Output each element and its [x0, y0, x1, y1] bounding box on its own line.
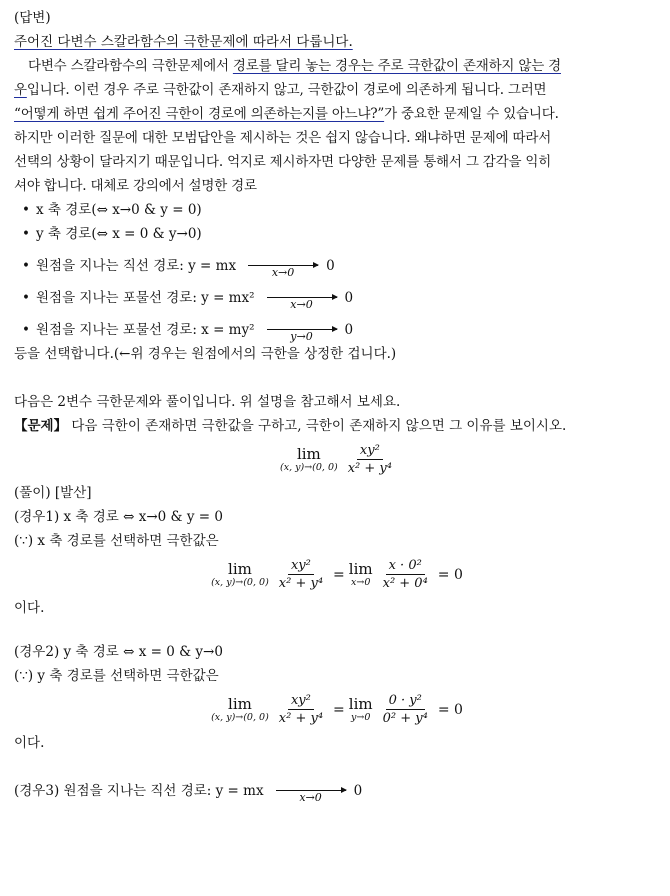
- case1-title: (경우1) x 축 경로 ⇔ x→0 & y = 0: [14, 509, 223, 525]
- para-line-4: 하지만 이러한 질문에 대한 모범답안을 제시하는 것은 쉽지 않습니다. 왜냐하면 문제에 따라서: [14, 130, 552, 146]
- limit-arrow: [267, 329, 337, 344]
- problem-tag: 【문제】: [14, 418, 68, 434]
- para-line-5: 선택의 상황이 달라지기 때문입니다. 억지로 제시하자면 다양한 문제를 통해서 그 감각을 익히: [14, 154, 552, 170]
- para-underlined: 경로를 달리 놓는 경우는 주로 극한값이 존재하지 않는 경: [232, 58, 561, 74]
- fraction: [380, 692, 431, 727]
- answer-header: (답변): [14, 10, 51, 26]
- case1-equation: [14, 557, 664, 592]
- case2-equation: [14, 692, 664, 727]
- lim-operator: [211, 561, 269, 588]
- main-limit-expression: [14, 442, 664, 477]
- lim-subscript: y→0: [351, 712, 371, 723]
- limit-arrow-sub: x→0: [299, 790, 322, 804]
- lim-word: lim: [348, 695, 373, 713]
- lim-subscript: (x, y)→(0, 0): [280, 462, 338, 473]
- case2-because: (∵) y 축 경로를 선택하면 극한값은: [14, 668, 219, 684]
- lim-word: lim: [348, 560, 373, 578]
- numerator: xy²: [288, 557, 314, 575]
- explanation-paragraph: [14, 54, 664, 198]
- para-line-3: [14, 102, 664, 126]
- bullet-label: x 축 경로(⇔ x→0 & y = 0): [36, 202, 202, 218]
- bullet-dot: •: [22, 258, 30, 274]
- fraction: [276, 692, 326, 727]
- fraction: [276, 557, 326, 592]
- bullet-dot: •: [22, 290, 30, 306]
- fraction: [345, 442, 395, 477]
- limit-value: 0: [326, 258, 335, 274]
- para-underlined: “어떻게 하면 쉽게 주어진 극한이 경로에 의존하는지를 아느냐?”: [14, 106, 385, 122]
- next-line: 다음은 2변수 극한문제와 풀이입니다. 위 설명을 참고해서 보세요.: [14, 394, 401, 410]
- para-text: 다변수 스칼라함수의 극한문제에서: [28, 58, 233, 74]
- numerator: xy²: [288, 692, 314, 710]
- lim-subscript: (x, y)→(0, 0): [211, 577, 269, 588]
- equals-sign: =: [333, 701, 345, 718]
- equals-sign: =: [333, 566, 345, 583]
- lim-operator: [211, 696, 269, 723]
- case2-title: (경우2) y 축 경로 ⇔ x = 0 & y→0: [14, 644, 223, 660]
- intro-underlined: 주어진 다변수 스칼라함수의 극한문제에 따라서 다룹니다.: [14, 34, 353, 50]
- lim-subscript: x→0: [351, 577, 371, 588]
- lim-word: lim: [228, 560, 252, 578]
- lim-word: lim: [296, 445, 321, 463]
- case1-because: (∵) x 축 경로를 선택하면 극한값은: [14, 533, 219, 549]
- bullet-label: 원점을 지나는 포물선 경로: y = mx²: [36, 290, 255, 306]
- fraction: [380, 557, 431, 592]
- bullet-parabola-path-2: [14, 318, 664, 342]
- bullet-label: 원점을 지나는 직선 경로: y = mx: [36, 258, 237, 274]
- para-line-2: [14, 78, 664, 102]
- intro-line: [14, 30, 664, 54]
- bullet-label: 원점을 지나는 포물선 경로: x = my²: [36, 322, 255, 338]
- para-underlined: 우: [14, 82, 27, 98]
- problem-line: [14, 414, 664, 438]
- bullet-parabola-path-1: [14, 286, 664, 310]
- case2-end: 이다.: [14, 735, 45, 751]
- bullet-y-axis: [14, 222, 664, 246]
- equation-result: = 0: [437, 701, 463, 718]
- limit-arrow-sub: y→0: [290, 329, 313, 343]
- case1-end: 이다.: [14, 600, 45, 616]
- numerator: xy²: [357, 442, 383, 460]
- bullet-dot: •: [22, 226, 30, 242]
- limit-arrow: [267, 297, 337, 312]
- limit-value: 0: [344, 322, 354, 338]
- numerator: x · 0²: [386, 557, 425, 575]
- problem-text: 다음 극한이 존재하면 극한값을 구하고, 극한이 존재하지 않으면 그 이유를 보이시오.: [67, 418, 567, 434]
- denominator: x² + y⁴: [347, 461, 392, 476]
- after-bullets-line: 등을 선택합니다.(←위 경우는 원점에서의 극한을 상정한 겁니다.): [14, 346, 397, 362]
- lim-operator: [349, 561, 373, 588]
- bullet-dot: •: [22, 202, 30, 218]
- lim-operator: [349, 696, 373, 723]
- limit-value: 0: [344, 290, 354, 306]
- denominator: x² + y⁴: [278, 576, 324, 591]
- limit-value: 0: [353, 783, 363, 799]
- bullet-dot: •: [22, 322, 30, 338]
- numerator: 0 · y²: [386, 692, 425, 710]
- answer-document: [14, 6, 664, 803]
- para-line-1: [14, 54, 664, 78]
- limit-arrow-sub: x→0: [290, 297, 313, 311]
- case3-title: (경우3) 원점을 지나는 직선 경로: y = mx: [14, 783, 264, 799]
- lim-word: lim: [228, 695, 252, 713]
- para-text: 가 중요한 문제일 수 있습니다.: [384, 106, 559, 122]
- denominator: x² + y⁴: [278, 711, 324, 726]
- limit-arrow: [248, 265, 318, 280]
- limit-arrow-sub: x→0: [271, 265, 295, 279]
- bullet-label: y 축 경로(⇔ x = 0 & y→0): [36, 226, 202, 242]
- lim-operator: [280, 446, 338, 473]
- solution-label: (풀이) [발산]: [14, 485, 92, 501]
- para-text: 입니다. 이런 경우 주로 극한값이 존재하지 않고, 극한값이 경로에 의존하게 됩니다. 그러면: [26, 82, 547, 98]
- denominator: 0² + y⁴: [382, 711, 428, 726]
- case3-title-row: [14, 779, 664, 803]
- lim-subscript: (x, y)→(0, 0): [211, 712, 269, 723]
- bullet-x-axis: [14, 198, 664, 222]
- equation-result: = 0: [437, 566, 463, 583]
- denominator: x² + 0⁴: [382, 576, 428, 591]
- bullet-line-path: [14, 254, 664, 278]
- limit-arrow: [276, 790, 346, 805]
- para-line-6: 셔야 합니다. 대체로 강의에서 설명한 경로: [14, 178, 257, 194]
